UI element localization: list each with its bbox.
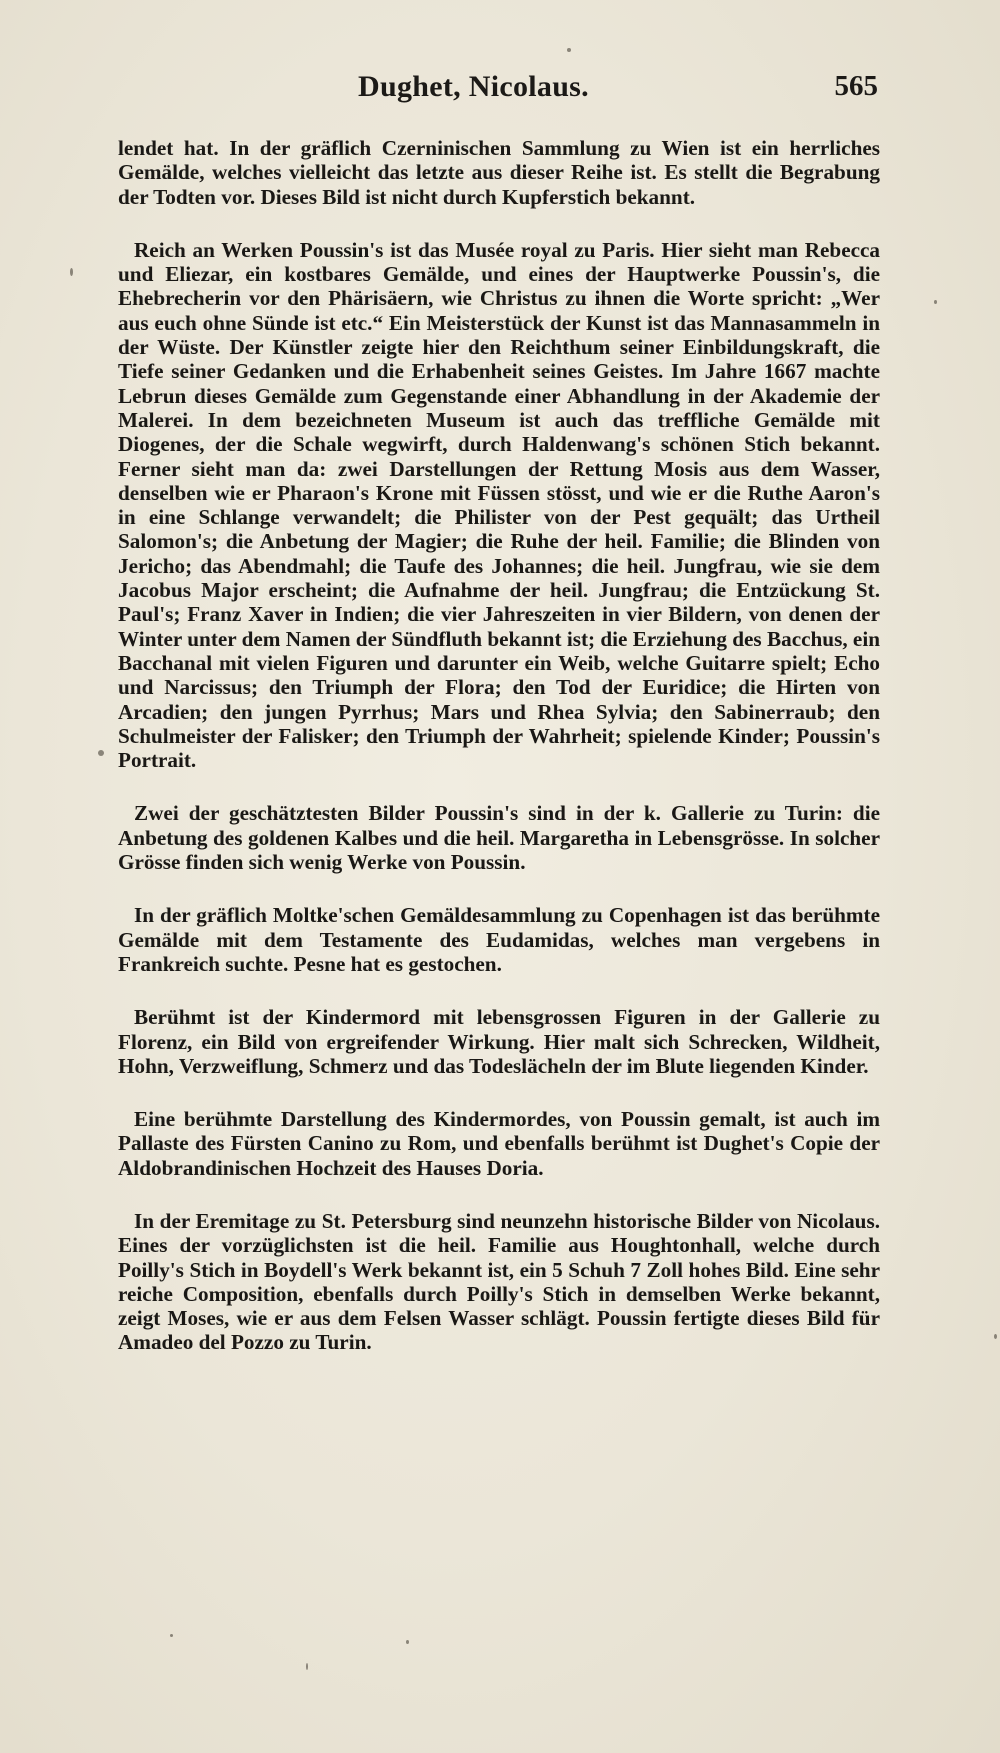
page-header — [118, 70, 878, 120]
paragraph-2: Reich an Werken Poussin's ist das Musée royal zu Paris. Hier sieht man Rebecca und Eliezar, ein kostbares Gemälde, und eines der Hauptwerke Poussin's, die Ehebrecherin vor den Phärisäern, wie Christus zu ihnen die Worte spricht: „Wer aus euch ohne Sünde ist etc.“ Ein Meisterstück der Kunst ist das Mannasammeln in der Wüste. Der Künstler zeigte hier den Reichthum seiner Einbildungskraft, die Tiefe seiner Gedanken und die Erhabenheit seines Geistes. Im Jahre 1667 machte Lebrun dieses Gemälde zum Gegenstande einer Abhandlung in der Akademie der Malerei. In dem bezeichneten Museum ist auch das treffliche Gemälde mit Diogenes, der die Schale wegwirft, durch Haldenwang's schönen Stich bekannt. Ferner sieht man da: zwei Darstellungen der Rettung Mosis aus dem Wasser, denselben wie er Pharaon's Krone mit Füssen stösst, und wie er die Ruthe Aaron's in eine Schlange verwandelt; die Philister von der Pest gequält; das Urtheil Salomon's; die Anbetung der Magier; die Ruhe der heil. Familie; die Blinden von Jericho; das Abendmahl; die Taufe des Johannes; die heil. Jungfrau, wie sie dem Jacobus Major erscheint; die Aufnahme der heil. Jungfrau; die Entzückung St. Paul's; Franz Xaver in Indien; die vier Jahreszeiten in vier Bildern, von denen der Winter unter dem Namen der Sündfluth bekannt ist; die Erziehung des Bacchus, ein Bacchanal mit vielen Figuren und darunter ein Weib, welche Guitarre spielt; Echo und Narcissus; den Triumph der Flora; den Tod der Euridice; die Hirten von Arcadien; den jungen Pyrrhus; Mars und Rhea Sylvia; den Sabinerraub; den Schulmeister der Falisker; den Triumph der Wahrheit; spielende Kinder; Poussin's Portrait. — [118, 237, 880, 773]
scan-speck — [170, 1634, 173, 1637]
paragraph-3: Zwei der geschätztesten Bilder Poussin's sind in der k. Gallerie zu Turin: die Anbetung des goldenen Kalbes und die heil. Margaretha in Lebensgrösse. In solcher Grösse finden sich wenig Werke von Poussin. — [118, 801, 880, 875]
scan-speck — [98, 750, 104, 756]
paragraph-6: Eine berühmte Darstellung des Kindermordes, von Poussin gemalt, ist auch im Pallaste des Fürsten Canino zu Rom, und ebenfalls berühmt ist Dughet's Copie der Aldobrandinischen Hochzeit des Hauses Doria. — [118, 1107, 880, 1180]
scan-speck — [994, 1334, 997, 1339]
scan-speck — [406, 1640, 409, 1644]
paragraph-5: Berühmt ist der Kindermord mit lebensgrossen Figuren in der Gallerie zu Florenz, ein Bild von ergreifender Wirkung. Hier malt sich Schrecken, Wildheit, Hohn, Verzweiflung, Schmerz und das Todeslächeln der im Blute liegenden Kinder. — [118, 1005, 880, 1078]
scan-speck — [567, 48, 571, 52]
scan-speck — [70, 268, 73, 276]
body-text — [118, 136, 880, 1384]
paragraph-7: In der Eremitage zu St. Petersburg sind neunzehn historische Bilder von Nicolaus. Eines der vorzüglichsten ist die heil. Familie aus Houghtonhall, welche durch Poilly's Stich in Boydell's Werk bekannt ist, ein 5 Schuh 7 Zoll hohes Bild. Eine sehr reiche Composition, ebenfalls durch Poilly's Stich in demselben Werke bekannt, zeigt Moses, wie er aus dem Felsen Wasser schlägt. Poussin fertigte dieses Bild für Amadeo del Pozzo zu Turin. — [118, 1208, 880, 1355]
page-number: 565 — [834, 70, 878, 102]
scan-speck — [306, 1663, 308, 1670]
paragraph-4: In der gräflich Moltke'schen Gemäldesammlung zu Copenhagen ist das berühmte Gemälde mit dem Testamente des Eudamidas, welches man vergebens in Frankreich suchte. Pesne hat es gestochen. — [118, 903, 880, 976]
paragraph-1: lendet hat. In der gräflich Czerninischen Sammlung zu Wien ist ein herrliches Gemälde, welches vielleicht das letzte aus dieser Reihe ist. Es stellt die Begrabung der Todten vor. Dieses Bild ist nicht durch Kupferstich bekannt. — [118, 136, 880, 209]
running-title: Dughet, Nicolaus. — [358, 70, 589, 103]
scan-speck — [934, 300, 937, 304]
